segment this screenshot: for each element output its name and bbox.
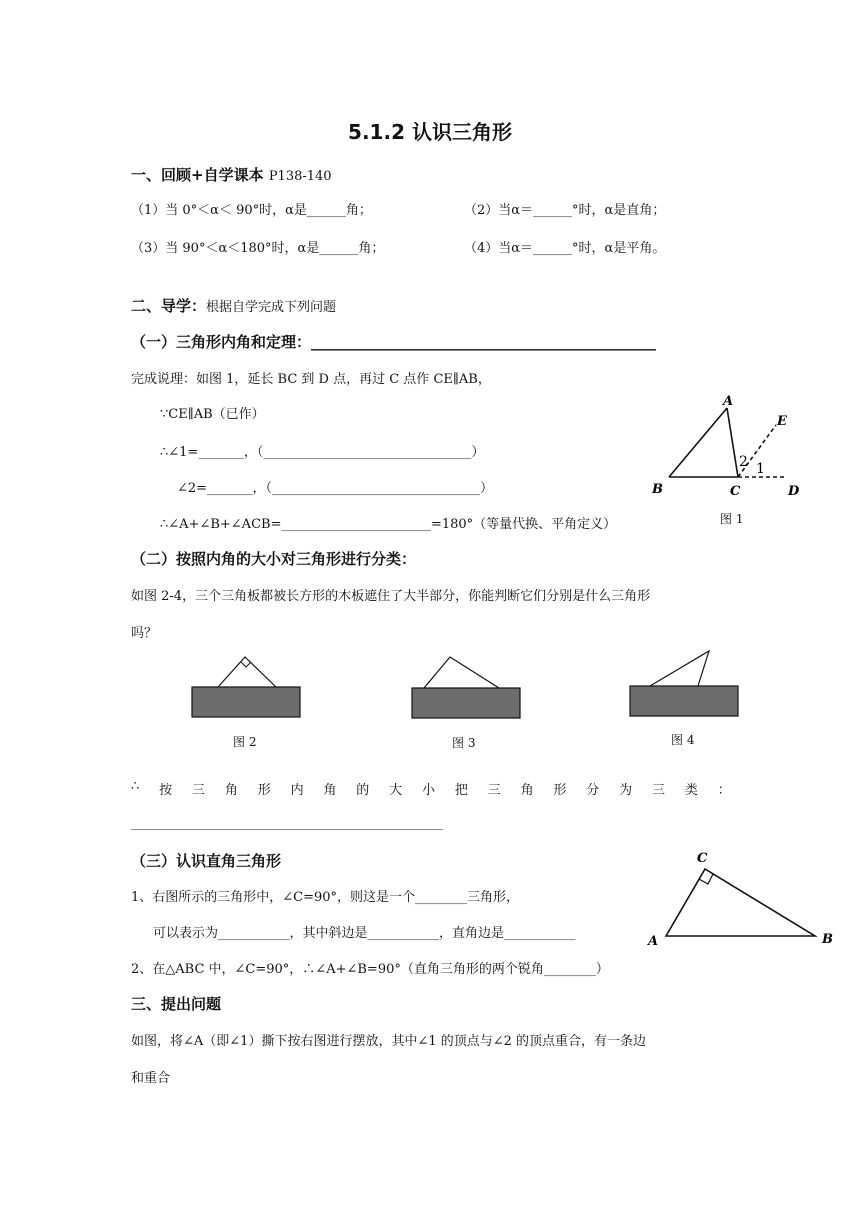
classify-char: 形 bbox=[257, 783, 271, 798]
classify-char: 类 bbox=[684, 783, 698, 798]
line-AC bbox=[727, 408, 738, 477]
figure-2 bbox=[190, 650, 302, 720]
classify-char: 分 bbox=[586, 783, 600, 798]
figure-right-triangle bbox=[640, 845, 840, 955]
section1-heading-text: 一、回顾+自学课本 bbox=[131, 166, 264, 184]
classify-char: 角 bbox=[520, 783, 534, 798]
proof-line-1: ∵CE∥AB（已作） bbox=[160, 407, 265, 422]
right-triangle-line-1: 1、右图所示的三角形中，∠C=90°，则这是一个________三角形， bbox=[131, 890, 520, 905]
classify-char: 大 bbox=[389, 783, 403, 798]
fig1-label-b: B bbox=[652, 482, 663, 497]
sub3-heading: （三）认识直角三角形 bbox=[131, 852, 282, 870]
line-BA bbox=[669, 408, 727, 477]
fig4-caption: 图 4 bbox=[671, 733, 695, 747]
classify-char: 三 bbox=[487, 783, 501, 798]
section1-page-ref: P138-140 bbox=[268, 169, 332, 184]
classify-char: 角 bbox=[224, 783, 238, 798]
fig4-board bbox=[630, 686, 738, 716]
section2-heading bbox=[131, 295, 336, 316]
page-title: 5.1.2 认识三角形 bbox=[348, 120, 512, 144]
fig1-label-c: C bbox=[730, 484, 741, 499]
classify-char: 内 bbox=[290, 783, 304, 798]
figure-3 bbox=[410, 652, 522, 720]
fig1-angle-2: 2 bbox=[739, 454, 748, 470]
section3-text-1: 如图，将∠A（即∠1）撕下按右图进行摆放，其中∠1 的顶点与∠2 的顶点重合，有一条边 bbox=[131, 1034, 647, 1049]
fig2-board bbox=[192, 687, 300, 717]
fig1-angle-1: 1 bbox=[756, 461, 765, 477]
sub2-text-1: 如图 2-4，三个三角板都被长方形的木板遮住了大半部分，你能判断它们分别是什么三角形 bbox=[131, 589, 651, 604]
section3-text-2: 和重合 bbox=[131, 1071, 171, 1086]
fig1-label-a: A bbox=[723, 394, 734, 409]
right-triangle bbox=[666, 869, 815, 936]
proof-intro: 完成说理：如图 1，延长 BC 到 D 点，再过 C 点作 CE∥AB， bbox=[131, 372, 491, 387]
classify-char: 把 bbox=[454, 783, 468, 798]
section2-heading-text: 二、导学： bbox=[131, 297, 207, 315]
fig5-label-a: A bbox=[648, 934, 659, 949]
fig2-triangle bbox=[218, 657, 276, 687]
question-3: （3）当 90°＜α＜180°时，α是______角； bbox=[131, 241, 385, 256]
fig5-label-b: B bbox=[822, 932, 833, 947]
proof-line-2: ∴∠1=_______，（________________________________） bbox=[160, 445, 485, 460]
classify-char: 按 bbox=[159, 783, 173, 798]
classify-char: 形 bbox=[553, 783, 567, 798]
question-4: （4）当α＝______°时，α是平角。 bbox=[464, 241, 666, 256]
sub2-heading: （二）按照内角的大小对三角形进行分类： bbox=[131, 550, 417, 568]
fig2-right-angle-mark bbox=[241, 662, 251, 667]
classify-char: ： bbox=[717, 783, 731, 798]
section3-heading: 三、提出问题 bbox=[131, 995, 222, 1013]
fig3-board bbox=[412, 688, 520, 718]
classify-char: 的 bbox=[356, 783, 370, 798]
fig4-triangle bbox=[650, 651, 709, 686]
right-triangle-line-2: 可以表示为___________，其中斜边是___________，直角边是___________ bbox=[153, 926, 576, 941]
classify-sentence bbox=[131, 779, 731, 798]
fig1-label-e: E bbox=[777, 414, 787, 429]
right-triangle-line-3: 2、在△ABC 中，∠C=90°，∴∠A+∠B=90°（直角三角形的两个锐角________） bbox=[131, 962, 609, 977]
classify-char: 为 bbox=[619, 783, 633, 798]
classify-blank: ________________________________________________ bbox=[131, 816, 443, 831]
fig2-caption: 图 2 bbox=[233, 735, 257, 749]
fig3-triangle bbox=[424, 657, 499, 688]
question-2: （2）当α＝______°时，α是直角； bbox=[464, 203, 666, 218]
fig3-caption: 图 3 bbox=[452, 736, 476, 750]
fig5-label-c: C bbox=[697, 851, 708, 866]
fig1-label-d: D bbox=[788, 484, 800, 499]
classify-char: 三 bbox=[652, 783, 666, 798]
figure-4 bbox=[628, 646, 740, 720]
proof-line-3: ∠2=_______，（________________________________） bbox=[177, 481, 494, 496]
sub1-heading: （一）三角形内角和定理：______________________________________________ bbox=[131, 333, 657, 351]
classify-char: 角 bbox=[323, 783, 337, 798]
proof-line-4: ∴∠A+∠B+∠ACB=_______________________=180°（等量代换、平角定义） bbox=[160, 517, 617, 532]
section2-heading-note: 根据自学完成下列问题 bbox=[206, 300, 337, 315]
section1-heading bbox=[131, 164, 332, 185]
classify-char: ∴ bbox=[131, 779, 140, 794]
fig1-caption: 图 1 bbox=[720, 512, 744, 526]
classify-char: 三 bbox=[191, 783, 205, 798]
sub2-text-2: 吗？ bbox=[131, 626, 158, 641]
question-1: （1）当 0°＜α＜ 90°时，α是______角； bbox=[131, 203, 372, 218]
figure-1 bbox=[640, 385, 820, 530]
classify-char: 小 bbox=[422, 783, 436, 798]
